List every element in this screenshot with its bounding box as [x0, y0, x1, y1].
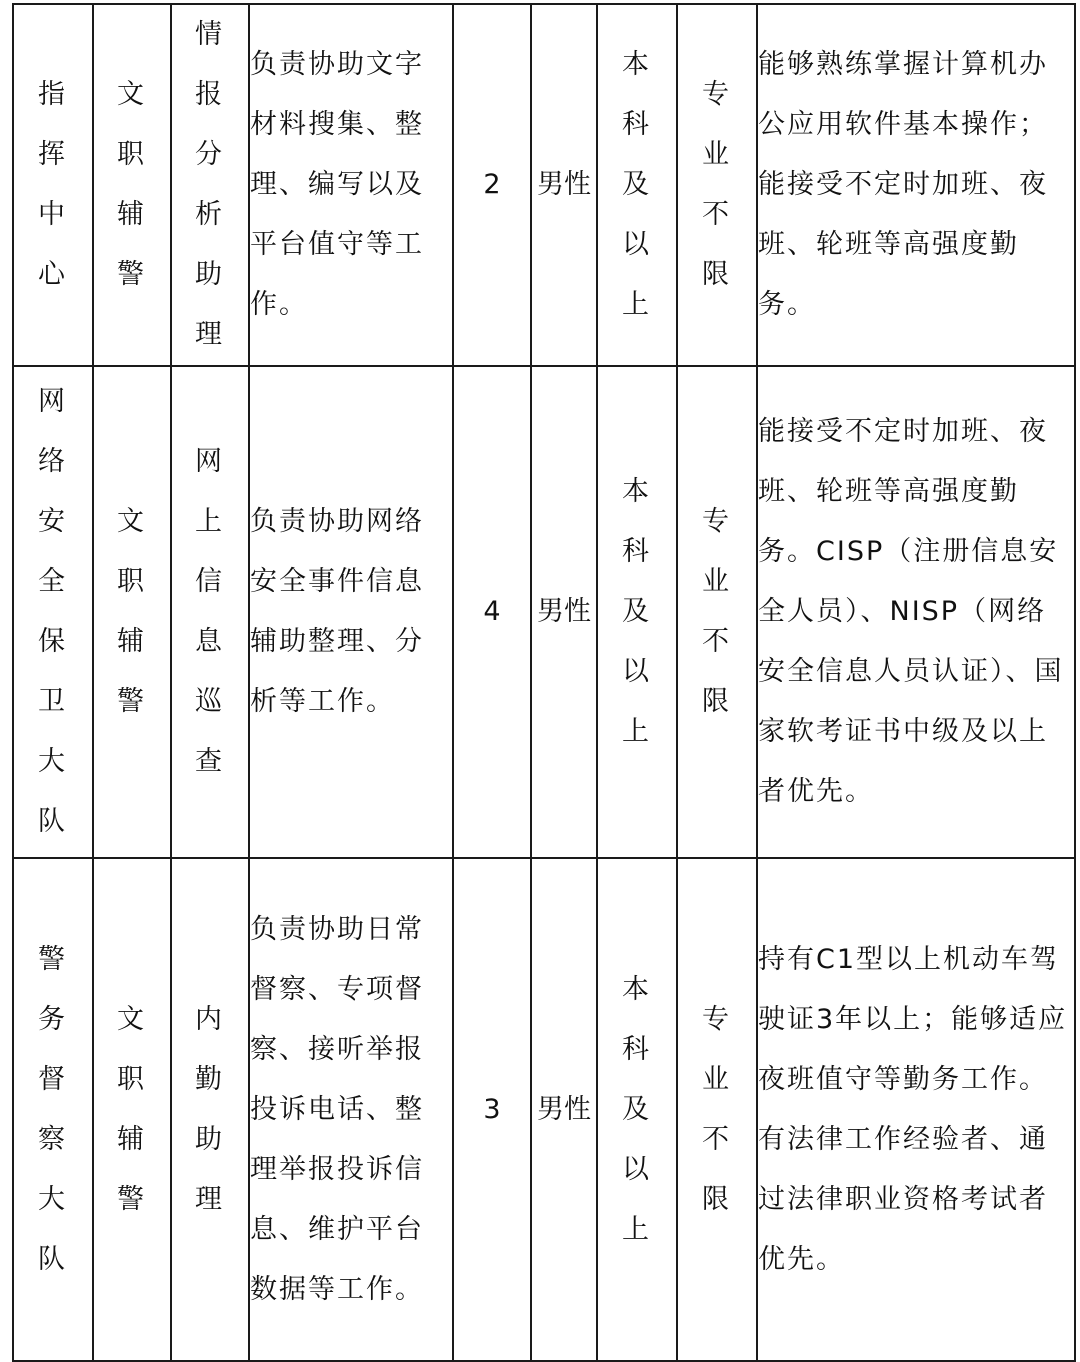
post-type-cell: 文职辅警	[93, 858, 171, 1361]
count-cell: 4	[453, 366, 531, 858]
education-cell: 本科及以上	[597, 366, 677, 858]
gender-cell: 男性	[531, 366, 597, 858]
position-cell: 情报分析助理	[171, 4, 249, 366]
count-cell: 2	[453, 4, 531, 366]
requirements-cell: 能接受不定时加班、夜班、轮班等高强度勤务。CISP（注册信息安全人员）、NISP（网络安全信息人员认证）、国家软考证书中级及以上者优先。	[757, 366, 1075, 858]
post-type-cell: 文职辅警	[93, 4, 171, 366]
major-cell: 专业不限	[677, 366, 757, 858]
position-cell: 内勤助理	[171, 858, 249, 1361]
gender-cell: 男性	[531, 858, 597, 1361]
recruitment-table	[12, 3, 1076, 1362]
position-cell: 网上信息巡查	[171, 366, 249, 858]
unit-cell: 警务督察大队	[13, 858, 93, 1361]
table-row	[13, 4, 1075, 366]
gender-cell: 男性	[531, 4, 597, 366]
major-cell: 专业不限	[677, 4, 757, 366]
unit-cell: 网络安全保卫大队	[13, 366, 93, 858]
duties-cell: 负责协助网络安全事件信息辅助整理、分析等工作。	[249, 366, 453, 858]
table-row	[13, 858, 1075, 1361]
duties-cell: 负责协助日常督察、专项督察、接听举报投诉电话、整理举报投诉信息、维护平台数据等工作。	[249, 858, 453, 1361]
table-row	[13, 366, 1075, 858]
requirements-cell: 持有C1型以上机动车驾驶证3年以上；能够适应夜班值守等勤务工作。有法律工作经验者、通过法律职业资格考试者优先。	[757, 858, 1075, 1361]
duties-cell: 负责协助文字材料搜集、整理、编写以及平台值守等工作。	[249, 4, 453, 366]
count-cell: 3	[453, 858, 531, 1361]
education-cell: 本科及以上	[597, 4, 677, 366]
requirements-cell: 能够熟练掌握计算机办公应用软件基本操作；能接受不定时加班、夜班、轮班等高强度勤务。	[757, 4, 1075, 366]
education-cell: 本科及以上	[597, 858, 677, 1361]
post-type-cell: 文职辅警	[93, 366, 171, 858]
unit-cell: 指挥中心	[13, 4, 93, 366]
major-cell: 专业不限	[677, 858, 757, 1361]
